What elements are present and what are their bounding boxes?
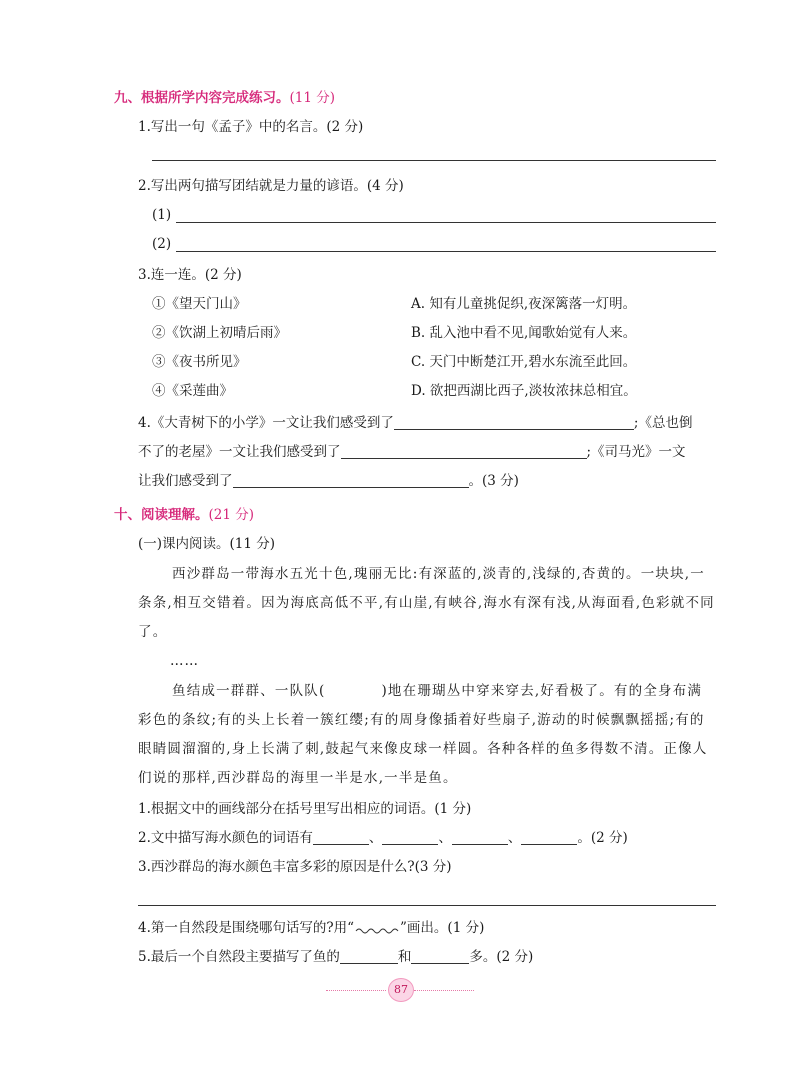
answer-blank-10-2-3[interactable] bbox=[452, 830, 508, 845]
question-10-2-text: 2.文中描写海水颜色的词语有 bbox=[138, 830, 313, 846]
question-9-4-text-c: 不了的老屋》一文让我们感受到了 bbox=[138, 444, 341, 460]
separator: 、 bbox=[507, 830, 522, 846]
match-right-b[interactable]: B. 乱入池中看不见,闻歌始觉有人来。 bbox=[411, 325, 637, 341]
answer-blank-10-2-4[interactable] bbox=[521, 830, 577, 845]
match-right-c[interactable]: C. 天门中断楚江开,碧水东流至此回。 bbox=[411, 354, 637, 370]
reading-paragraph-1 bbox=[138, 560, 716, 647]
answer-blank-9-4-3[interactable] bbox=[233, 473, 469, 488]
answer-blank-9-4-2[interactable] bbox=[341, 444, 587, 459]
question-10-5-text-c: 多。(2 分) bbox=[469, 949, 534, 965]
question-10-5-text-b: 和 bbox=[397, 949, 412, 965]
match-left-3[interactable]: ③《夜书所见》 bbox=[152, 354, 247, 370]
answer-blank-9-4-1[interactable] bbox=[394, 415, 634, 430]
question-9-1: 1.写出一句《孟子》中的名言。(2 分) bbox=[138, 119, 364, 135]
question-9-4-line-1 bbox=[138, 414, 692, 432]
answer-line-10-3[interactable] bbox=[138, 905, 716, 906]
question-10-5 bbox=[138, 948, 533, 966]
question-9-4-text-b: ;《总也倒 bbox=[633, 415, 693, 431]
section-10-points: (21 分) bbox=[208, 507, 255, 523]
answer-blank-10-5-2[interactable] bbox=[411, 949, 469, 964]
question-9-4-text-f: 。(3 分) bbox=[468, 473, 519, 489]
reading-ellipsis: …… bbox=[170, 653, 199, 669]
question-9-4-line-3 bbox=[138, 472, 519, 490]
question-10-4 bbox=[138, 919, 484, 937]
question-10-4-text-a: 4.第一自然段是围绕哪句话写的?用“ bbox=[138, 920, 355, 936]
section-10-heading bbox=[114, 506, 254, 524]
question-10-3: 3.西沙群岛的海水颜色丰富多彩的原因是什么?(3 分) bbox=[138, 859, 452, 875]
question-9-2-label-2: (2) bbox=[152, 236, 172, 252]
answer-blank-10-5-1[interactable] bbox=[340, 949, 398, 964]
wavy-underline-icon bbox=[354, 922, 400, 934]
section-9-title: 九、根据所学内容完成练习。 bbox=[114, 90, 290, 106]
footer-dotted-line-left bbox=[326, 990, 386, 991]
footer-dotted-line-right bbox=[414, 990, 474, 991]
section-9-points: (11 分) bbox=[289, 90, 336, 106]
section-10-title: 十、阅读理解。 bbox=[114, 507, 209, 523]
subsection-10-1: (一)课内阅读。(11 分) bbox=[138, 536, 276, 552]
question-10-2-end: 。(2 分) bbox=[577, 830, 628, 846]
answer-line-9-2-1[interactable] bbox=[176, 222, 716, 223]
match-left-2[interactable]: ②《饮湖上初晴后雨》 bbox=[152, 325, 287, 341]
question-9-4-text-e: 让我们感受到了 bbox=[138, 473, 233, 489]
answer-line-9-1[interactable] bbox=[152, 160, 716, 161]
question-10-4-text-b: ”画出。(1 分) bbox=[400, 920, 485, 936]
reading-paragraph-2-text-a: 鱼结成一群群、一队队( bbox=[172, 683, 326, 699]
separator: 、 bbox=[438, 830, 452, 846]
page-number: 87 bbox=[388, 978, 414, 1002]
match-left-4[interactable]: ④《采莲曲》 bbox=[152, 383, 233, 399]
reading-paragraph-2-text-b: )地在珊瑚丛中穿来穿去,好看极了。有的全身布满彩色的条纹;有的头上长着一簇红缨;有的周身像插着好些扇子,游动的时候飘飘摇摇;有的眼睛圆溜溜的,身上长满了刺,鼓起气来像皮球一样圆。各种各样的鱼多得数不清。正像人们说的那样,西沙群岛的海里一半是水,一半是鱼。 bbox=[138, 683, 708, 786]
question-9-4-line-2 bbox=[138, 443, 686, 461]
match-right-d[interactable]: D. 欲把西湖比西子,淡妆浓抹总相宜。 bbox=[411, 383, 637, 399]
question-9-3: 3.连一连。(2 分) bbox=[138, 267, 242, 283]
question-10-5-text-a: 5.最后一个自然段主要描写了鱼的 bbox=[138, 949, 340, 965]
answer-blank-10-2-2[interactable] bbox=[382, 830, 438, 845]
question-9-4-text-a: 4.《大青树下的小学》一文让我们感受到了 bbox=[138, 415, 394, 431]
question-9-4-text-d: ;《司马光》一文 bbox=[586, 444, 686, 460]
match-right-a[interactable]: A. 知有儿童挑促织,夜深篱落一灯明。 bbox=[411, 296, 637, 312]
separator: 、 bbox=[368, 830, 383, 846]
reading-paragraph-2 bbox=[138, 677, 716, 793]
question-10-2 bbox=[138, 829, 628, 847]
answer-blank-10-2-1[interactable] bbox=[313, 830, 369, 845]
question-9-2: 2.写出两句描写团结就是力量的谚语。(4 分) bbox=[138, 178, 404, 194]
match-left-1[interactable]: ①《望天门山》 bbox=[152, 296, 247, 312]
question-10-1: 1.根据文中的画线部分在括号里写出相应的词语。(1 分) bbox=[138, 801, 472, 817]
answer-line-9-2-2[interactable] bbox=[176, 251, 716, 252]
reading-paragraph-1-text: 西沙群岛一带海水五光十色,瑰丽无比:有深蓝的,淡青的,浅绿的,杏黄的。一块块,一条条,相互交错着。因为海底高低不平,有山崖,有峡谷,海水有深有浅,从海面看,色彩就不同了。 bbox=[138, 566, 715, 640]
section-9-heading bbox=[114, 89, 335, 107]
question-9-2-label-1: (1) bbox=[152, 207, 172, 223]
